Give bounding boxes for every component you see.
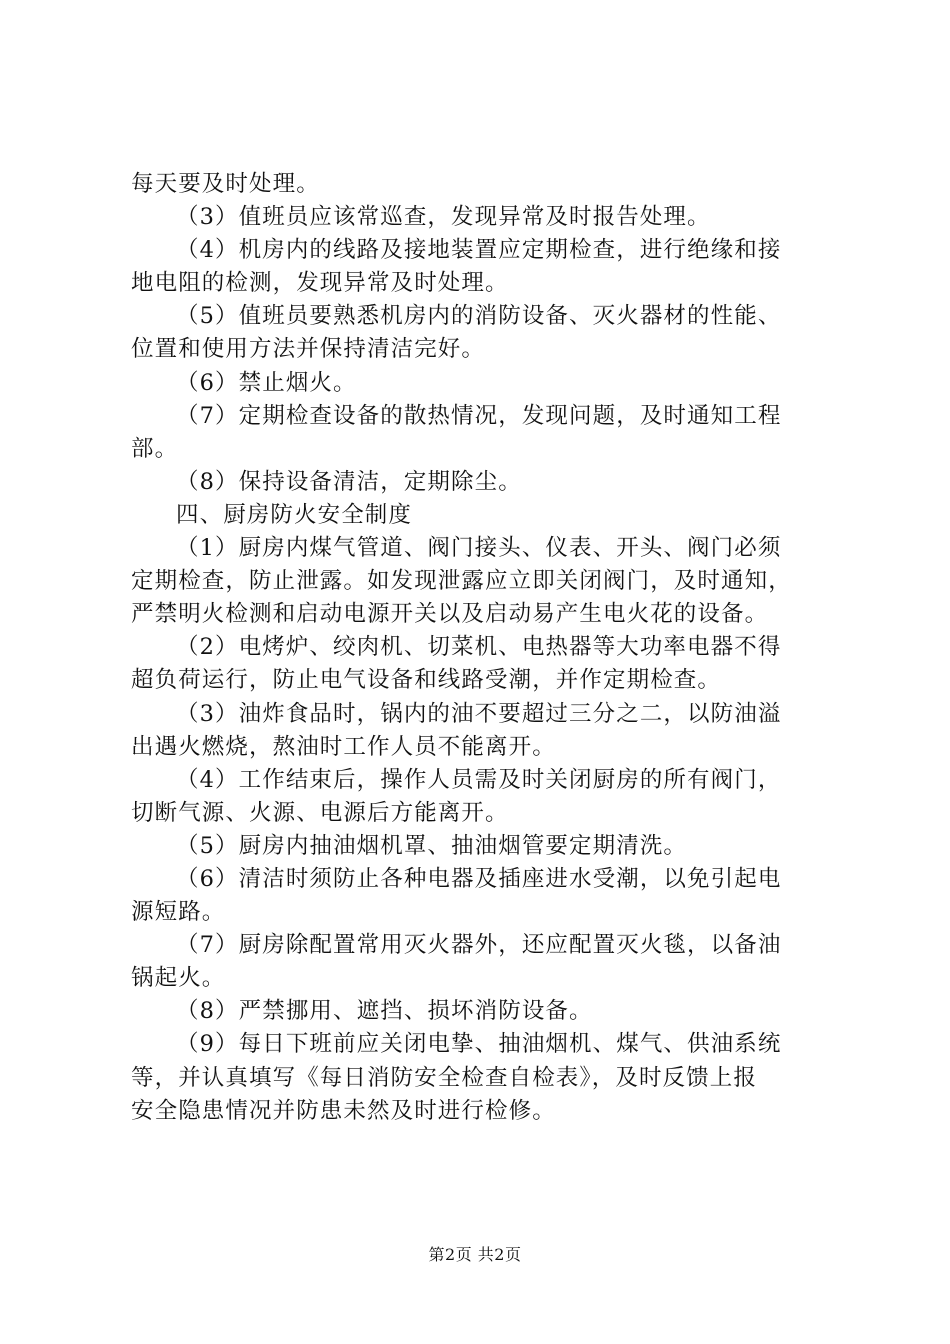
text-line: （1）厨房内煤气管道、阀门接头、仪表、开头、阀门必须 (176, 535, 782, 562)
text-line: （8）保持设备清洁，定期除尘。 (176, 468, 522, 495)
text-line: （2）电烤炉、绞肉机、切菜机、电热器等大功率电器不得 (176, 634, 782, 661)
text-line: 锅起火。 (131, 965, 226, 992)
text-line: 超负荷运行，防止电气设备和线路受潮，并作定期检查。 (131, 667, 722, 694)
text-line: 定期检查，防止泄露。如发现泄露应立即关闭阀门，及时通知， (131, 568, 792, 595)
text-line: （7）厨房除配置常用灭火器外，还应配置灭火毯，以备油 (176, 932, 782, 959)
text-line: 每天要及时处理。 (131, 171, 320, 197)
text-line: （5）厨房内抽油烟机罩、抽油烟管要定期清洗。 (176, 832, 688, 859)
text-line: （7）定期检查设备的散热情况，发现问题，及时通知工程 (176, 402, 782, 429)
text-line: （6）清洁时须防止各种电器及插座进水受潮，以免引起电 (176, 865, 782, 892)
text-line: 等，并认真填写《每日消防安全检查自检表》，及时反馈上报 (131, 1064, 757, 1091)
text-line: 出遇火燃烧，熬油时工作人员不能离开。 (131, 733, 556, 760)
text-line: （3）油炸食品时，锅内的油不要超过三分之二，以防油溢 (176, 700, 782, 727)
text-line: 严禁明火检测和启动电源开关以及启动易产生电火花的设备。 (131, 601, 769, 628)
text-line: 部。 (131, 435, 179, 462)
page-footer: 第2页 共2页 (428, 1245, 522, 1264)
document-body (131, 168, 841, 1128)
text-line: 四、厨房防火安全制度 (176, 501, 413, 528)
text-line: （9）每日下班前应关闭电挚、抽油烟机、煤气、供油系统 (176, 1031, 782, 1058)
text-line: 地电阻的检测，发现异常及时处理。 (131, 270, 509, 297)
text-line: 安全隐患情况并防患未然及时进行检修。 (131, 1097, 556, 1124)
text-line: 切断气源、火源、电源后方能离开。 (131, 799, 509, 826)
text-line: 源短路。 (131, 899, 226, 926)
text-line: （5）值班员要熟悉机房内的消防设备、灭火器材的性能、 (176, 303, 782, 330)
text-line: （4）机房内的线路及接地装置应定期检查，进行绝缘和接 (176, 237, 782, 264)
text-line: 位置和使用方法并保持清洁完好。 (131, 336, 486, 363)
text-line: （3）值班员应该常巡查，发现异常及时报告处理。 (176, 204, 711, 231)
text-line: （8）严禁挪用、遮挡、损坏消防设备。 (176, 998, 593, 1025)
text-line: （4）工作结束后，操作人员需及时关闭厨房的所有阀门， (176, 766, 782, 793)
text-line: （6）禁止烟火。 (176, 369, 357, 396)
